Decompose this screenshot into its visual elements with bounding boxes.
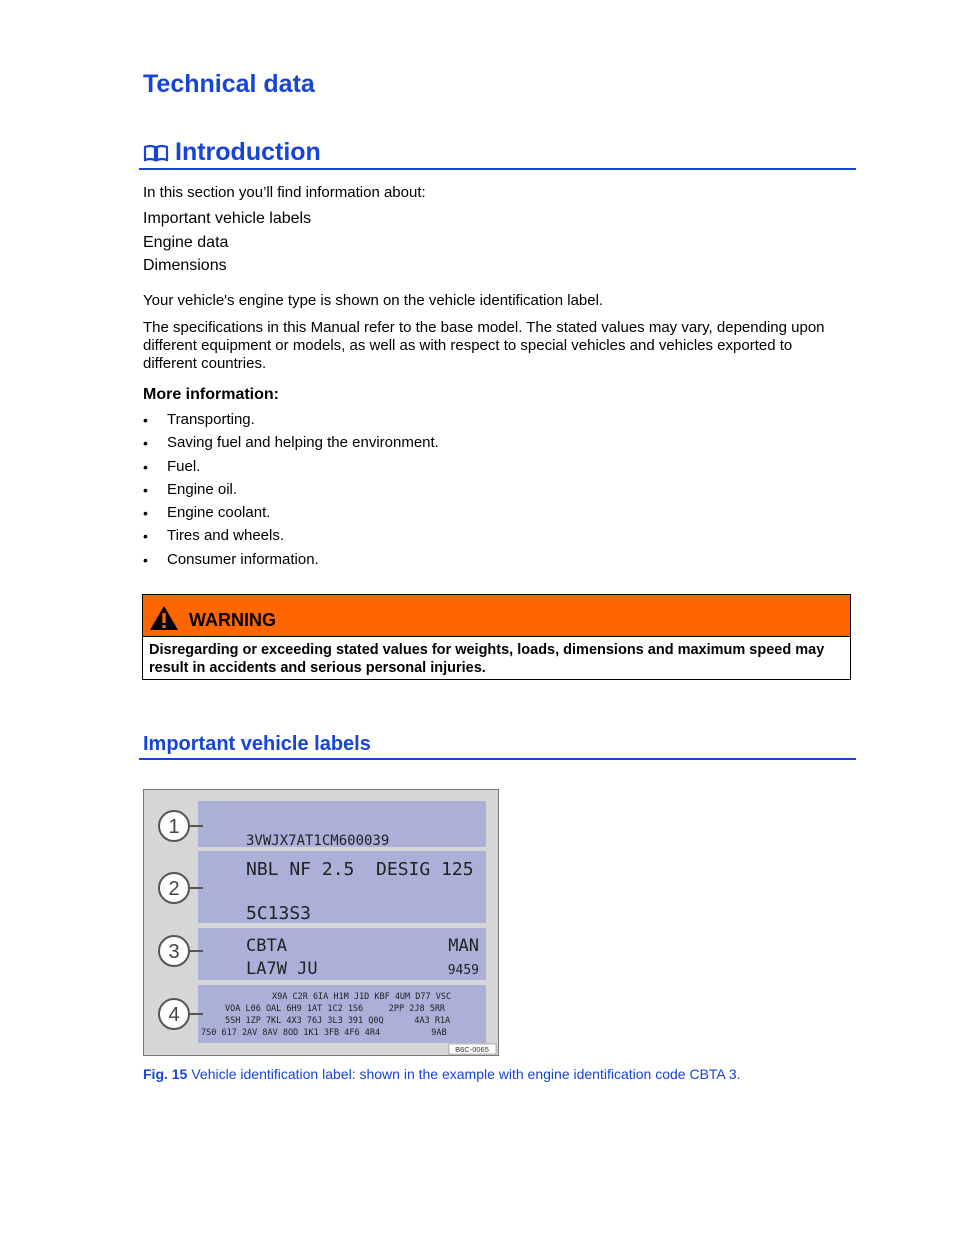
intro-rule [139, 168, 856, 170]
svg-text:2: 2 [168, 878, 180, 900]
topic-list [143, 208, 311, 279]
vin-text: 3VWJX7AT1CM600039 [246, 833, 390, 849]
transmission-text: MAN [448, 936, 479, 956]
bullet-icon: • [143, 458, 148, 475]
more-info-list [143, 410, 439, 573]
bullet-icon: • [143, 412, 148, 428]
warning-header [143, 595, 850, 637]
list-item[interactable]: • Engine oil. [143, 480, 439, 503]
bullet-icon: • [143, 435, 148, 452]
bullet-icon: • [143, 551, 148, 568]
labels-rule [139, 758, 856, 760]
svg-text:1: 1 [168, 816, 180, 838]
labels-section-title: Important vehicle labels [143, 733, 371, 755]
bullet-icon: • [143, 528, 148, 545]
bullet-icon: • [143, 505, 148, 522]
warning-text: Disregarding or exceeding stated values for weights, loads, dimensions and maximum speed may result in accidents and serious personal injuries. [149, 642, 825, 676]
option-codes-line: 5SH 1ZP 7KL 4X3 76J 3L3 391 Q0Q 4A3 R1A [225, 1016, 451, 1026]
model-code-text: NBL NF 2.5 DESIG 125 [246, 859, 474, 880]
list-item[interactable]: • Saving fuel and helping the environment. [143, 433, 439, 456]
more-info-heading: More information: [143, 386, 279, 403]
section-title: Technical data [143, 70, 315, 98]
intro-heading [143, 138, 321, 167]
svg-text:3: 3 [168, 941, 180, 963]
warning-label: WARNING [189, 610, 276, 630]
figure-number: Fig. 15 [143, 1066, 188, 1082]
option-codes-line: VOA L06 OAL 6H9 1AT 1C2 1S6 2PP 2J8 5RR [225, 1004, 446, 1014]
figure-caption [143, 1066, 741, 1082]
intro-title: Introduction [175, 138, 321, 166]
paint-code-text: 5C13S3 [246, 903, 312, 924]
label-panel [198, 928, 486, 980]
warning-box [142, 594, 851, 680]
list-item[interactable]: • Tires and wheels. [143, 526, 439, 549]
list-item[interactable]: • Transporting. [143, 410, 439, 433]
figure-ref: B6C-0065 [455, 1045, 489, 1054]
intro-lead: In this section you’ll find information about: [143, 184, 426, 201]
bullet-icon: • [143, 481, 148, 498]
warning-triangle-icon [149, 605, 179, 631]
engine-code-text: CBTA [246, 936, 287, 956]
book-icon [143, 142, 169, 164]
vehicle-id-label-figure [143, 789, 499, 1056]
topic-item[interactable]: Important vehicle labels [143, 210, 312, 227]
option-codes-line: X9A C2R 6IA H1M J1D KBF 4UM D77 VSC [272, 992, 452, 1002]
color-code-text: LA7W JU [246, 959, 318, 979]
topic-item[interactable]: Engine data [143, 233, 229, 251]
intro-paragraph-1: Your vehicle's engine type is shown on the vehicle identification label. [143, 292, 604, 309]
list-item[interactable]: • Engine coolant. [143, 503, 439, 526]
option-codes-line: 7S0 617 2AV 8AV 8OD 1K1 3FB 4F6 4R4 9AB [201, 1028, 447, 1038]
topic-item[interactable]: Dimensions [143, 257, 227, 274]
figure-caption-text: Vehicle identification label: shown in the example with engine identification code CBTA 3. [191, 1066, 741, 1082]
list-item[interactable]: • Consumer information. [143, 550, 439, 573]
interior-code-text: 9459 [447, 963, 479, 978]
svg-text:4: 4 [168, 1004, 180, 1026]
intro-paragraph-2: The specifications in this Manual refer to the base model. The stated values may vary, depending upon different equipment or models, as well as with respect to special vehicles and vehicles exported to different countries. [143, 319, 825, 372]
list-item[interactable]: • Fuel. [143, 457, 439, 480]
